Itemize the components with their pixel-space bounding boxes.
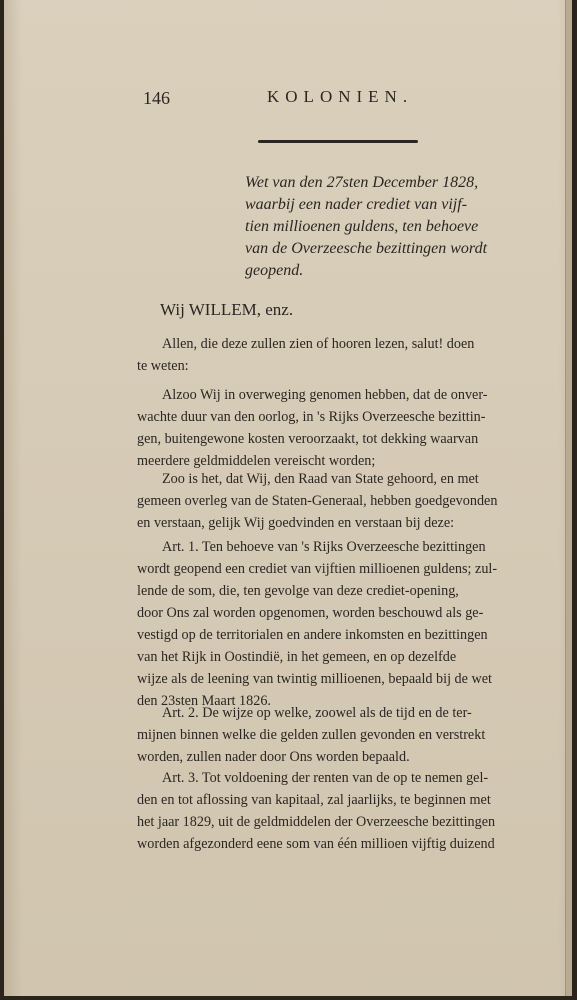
paragraph-line: te weten: [137,358,189,374]
paragraph-line: mijnen binnen welke die gelden zullen gevonden en verstrekt [137,727,486,743]
paragraph-line: van het Rijk in Oostindië, in het gemeen, en op dezelfde [137,649,457,665]
paragraph-line: worden afgezonderd eene som van één millioen vijftig duizend [137,836,495,852]
law-title-line: tien millioenen guldens, ten behoeve [245,218,479,235]
law-title-line: van de Overzeesche bezittingen wordt [245,240,488,257]
paragraph-line: wordt geopend een crediet van vijftien millioenen guldens; zul- [137,561,498,577]
paragraph-line: worden, zullen nader door Ons worden bepaald. [137,749,410,765]
paragraph-line: den 23sten Maart 1826. [137,693,271,709]
paragraph-line: vestigd op de territorialen en andere inkomsten en bezittingen [137,627,488,643]
paragraph-considerations [137,384,545,472]
law-title-line: waarbij een nader crediet van vijf- [245,196,468,213]
paragraph-line: het jaar 1829, uit de geldmiddelen der Overzeesche bezittingen [137,814,496,830]
page-edge [565,0,572,996]
paragraph-line: lende de som, die, ten gevolge van deze crediet-opening, [137,583,459,599]
paragraph-line: Art. 3. Tot voldoening der renten van de op te nemen gel- [162,770,489,786]
paragraph-enactment [137,468,545,534]
paragraph-line: meerdere geldmiddelen vereischt worden; [137,453,376,469]
paragraph-article-2 [137,702,545,768]
law-title-line: Wet van den 27sten December 1828, [245,174,479,191]
law-title [245,172,550,282]
paragraph-article-3 [137,767,545,855]
paragraph-line: gen, buitengewone kosten veroorzaakt, tot dekking waarvan [137,431,479,447]
sovereign-heading: Wij WILLEM, enz. [160,300,294,319]
paragraph-line: door Ons zal worden opgenomen, worden beschouwd als ge- [137,605,484,621]
title-rule [258,140,418,143]
page-number: 146 [143,88,170,108]
paragraph-line: Zoo is het, dat Wij, den Raad van State gehoord, en met [162,471,479,487]
running-title: KOLONIEN. [267,87,414,106]
paragraph-line: gemeen overleg van de Staten-Generaal, hebben goedgevonden [137,493,498,509]
paragraph-line: Art. 1. Ten behoeve van 's Rijks Overzeesche bezittingen [162,539,486,555]
running-head [137,84,545,112]
law-title-line: geopend. [245,262,304,279]
paragraph-line: Alzoo Wij in overweging genomen hebben, dat de onver- [162,387,488,403]
paragraph-proclamation [137,333,545,377]
paragraph-line: en verstaan, gelijk Wij goedvinden en verstaan bij deze: [137,515,455,531]
paragraph-line: wijze als de leening van twintig millioenen, bepaald bij de wet [137,671,492,687]
paragraph-line: den en tot aflossing van kapitaal, zal jaarlijks, te beginnen met [137,792,491,808]
paragraph-line: wachte duur van den oorlog, in 's Rijks Overzeesche bezittin- [137,409,486,425]
paragraph-article-1 [137,536,545,712]
paragraph-line: Art. 2. De wijze op welke, zoowel als de tijd en de ter- [162,705,472,721]
paragraph-line: Allen, die deze zullen zien of hooren lezen, salut! doen [162,336,475,352]
